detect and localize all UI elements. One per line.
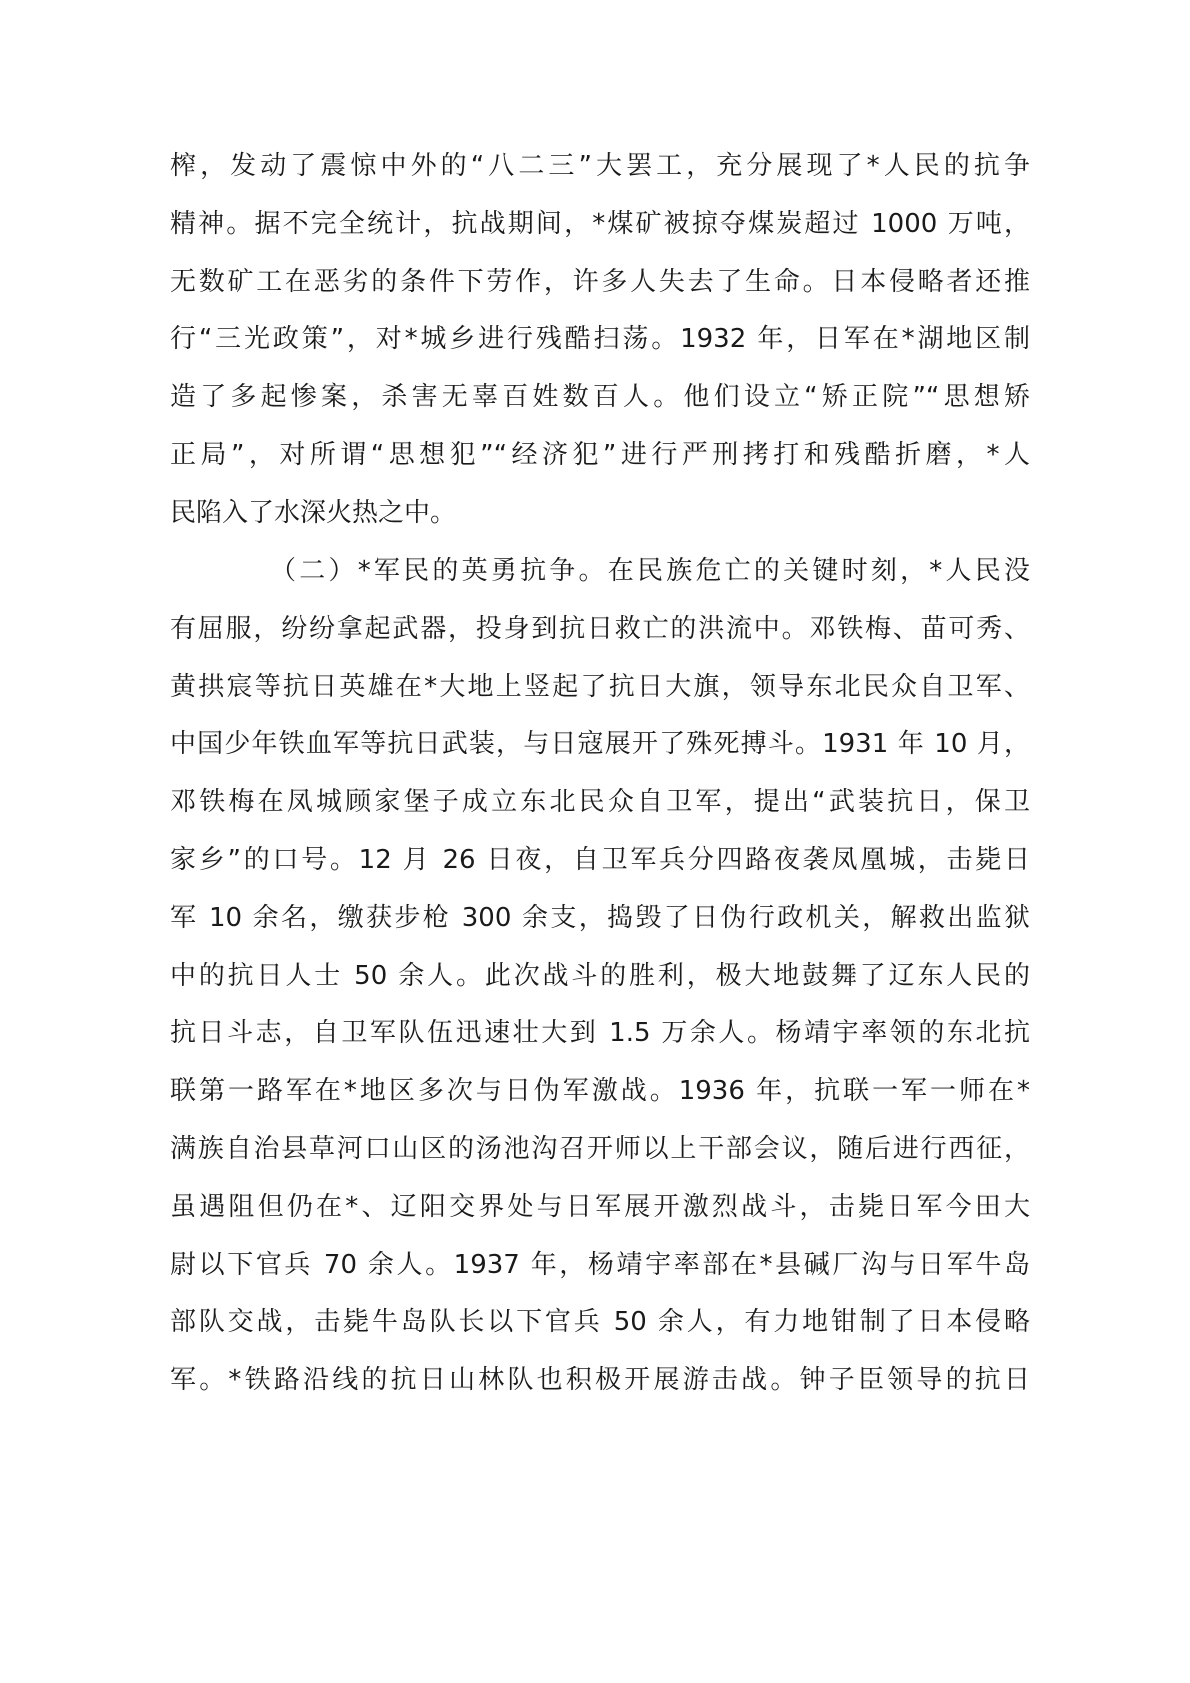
text-line: 中国少年铁血军等抗日武装，与日寇展开了殊死搏斗。1931 年 10 月， (170, 729, 1030, 760)
text-line: 联第一路军在*地区多次与日伪军激战。1936 年，抗联一军一师在* (170, 1076, 1030, 1107)
text-line: 中的抗日人士 50 余人。此次战斗的胜利，极大地鼓舞了辽东人民的 (170, 960, 1030, 991)
text-line: 民陷入了水深火热之中。 (170, 497, 457, 528)
text-line: 部队交战，击毙牛岛队长以下官兵 50 余人，有力地钳制了日本侵略 (170, 1307, 1030, 1338)
text-line: 军 10 余名，缴获步枪 300 余支，捣毁了日伪行政机关，解救出监狱 (170, 902, 1030, 933)
text-line: 满族自治县草河口山区的汤池沟召开师以上干部会议，随后进行西征， (170, 1133, 1030, 1164)
text-line: 抗日斗志，自卫军队伍迅速壮大到 1.5 万余人。杨靖宇率领的东北抗 (170, 1018, 1030, 1049)
paragraph-2 (170, 543, 1030, 1410)
text-line: 正局”，对所谓“思想犯”“经济犯”进行严刑拷打和残酷折磨，*人 (170, 439, 1030, 470)
text-line: 邓铁梅在凤城顾家堡子成立东北民众自卫军，提出“武装抗日，保卫 (170, 787, 1030, 818)
text-line: 家乡”的口号。12 月 26 日夜，自卫军兵分四路夜袭凤凰城，击毙日 (170, 844, 1030, 875)
text-line: 榨，发动了震惊中外的“八二三”大罢工，充分展现了*人民的抗争 (170, 151, 1030, 181)
text-line: 尉以下官兵 70 余人。1937 年，杨靖宇率部在*县碱厂沟与日军牛岛 (170, 1249, 1030, 1280)
paragraph-1 (170, 138, 1030, 543)
section-heading-line: （二）*军民的英勇抗争。在民族危亡的关键时刻，*人民没 (270, 556, 1030, 586)
text-line: 行“三光政策”，对*城乡进行残酷扫荡。1932 年，日军在*湖地区制 (170, 324, 1030, 355)
text-line: 有屈服，纷纷拿起武器，投身到抗日救亡的洪流中。邓铁梅、苗可秀、 (170, 613, 1030, 644)
text-line: 造了多起惨案，杀害无辜百姓数百人。他们设立“矫正院”“思想矫 (170, 382, 1030, 413)
text-line: 军。*铁路沿线的抗日山林队也积极开展游击战。钟子臣领导的抗日 (170, 1365, 1030, 1396)
text-line: 黄拱宸等抗日英雄在*大地上竖起了抗日大旗，领导东北民众自卫军、 (170, 671, 1030, 702)
text-line: 精神。据不完全统计，抗战期间，*煤矿被掠夺煤炭超过 1000 万吨， (170, 208, 1030, 239)
text-line: 虽遇阻但仍在*、辽阳交界处与日军展开激烈战斗，击毙日军今田大 (170, 1191, 1030, 1222)
text-line: 无数矿工在恶劣的条件下劳作，许多人失去了生命。日本侵略者还推 (170, 266, 1030, 297)
